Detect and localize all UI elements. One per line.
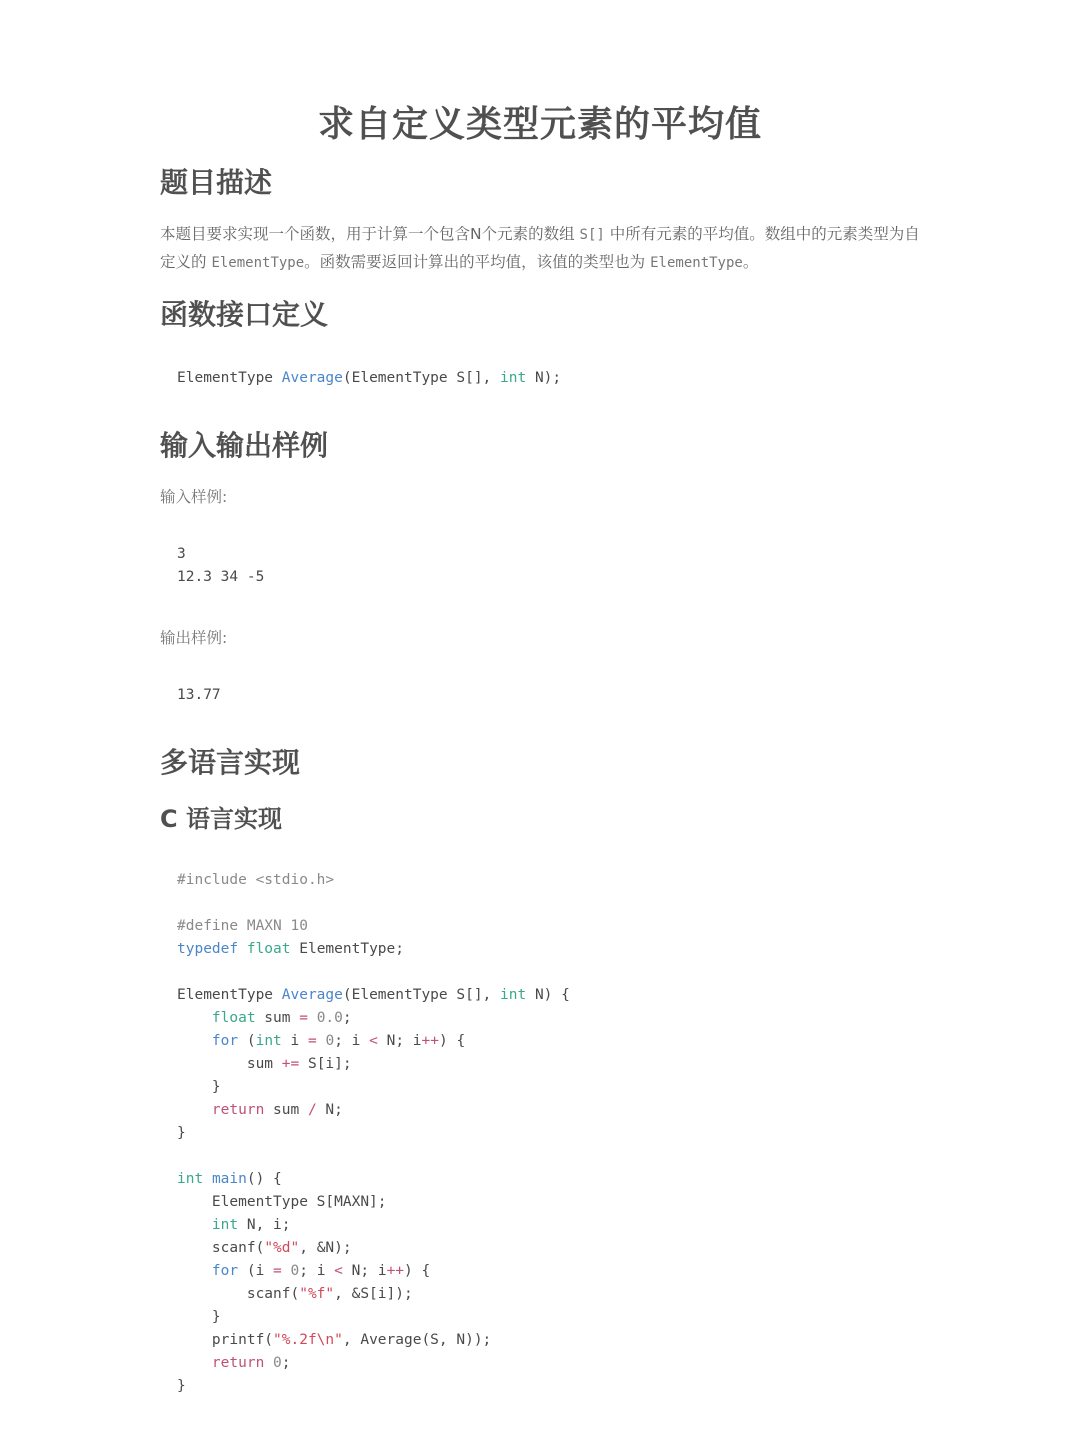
description-text-1: 本题目要求实现一个函数，用于计算一个包含N个元素的数组 xyxy=(160,225,575,243)
output-sample-block xyxy=(160,670,920,721)
section-heading-implementations: 多语言实现 xyxy=(160,746,301,779)
interface-code-block xyxy=(160,353,920,404)
input-line: 12.3 34 -5 xyxy=(177,569,265,585)
output-sample-label: 输出样例: xyxy=(160,629,228,647)
description-paragraph xyxy=(160,221,920,277)
code-token: (ElementType S[], xyxy=(342,370,501,386)
c-code-block: #include <stdio.h> #define MAXN 10 typedef float ElementType; ElementType Average(ElementType S[], int N) { float sum = 0.0; for (int i = 0; i < N; i++) { sum += S[i]; } return sum / N; } int main() { ElementType S[MAXN]; int N, i; scanf("%d", &N); for (i = 0; i < N; i++) { scanf("%f", &S[i]); } printf("%.2f\n", Average(S, N)); return 0; } xyxy=(177,872,570,1394)
code-token: ElementType xyxy=(177,370,282,386)
section-heading-samples: 输入输出样例 xyxy=(160,429,329,462)
inline-code-array: S[] xyxy=(579,227,605,243)
inline-code-elementtype-2: ElementType xyxy=(650,255,743,271)
inline-code-elementtype: ElementType xyxy=(211,255,305,271)
code-token-function: Average xyxy=(281,370,343,386)
subsection-heading-c: C 语言实现 xyxy=(160,805,282,833)
section-heading-interface: 函数接口定义 xyxy=(160,298,329,331)
document-page xyxy=(160,96,920,1434)
code-token: N); xyxy=(526,370,562,386)
description-text-3: 。函数需要返回计算出的平均值，该值的类型也为 xyxy=(304,253,646,271)
input-sample-block xyxy=(160,529,920,603)
section-heading-description: 题目描述 xyxy=(160,166,273,199)
page-title: 求自定义类型元素的平均值 xyxy=(317,104,762,145)
output-line: 13.77 xyxy=(177,687,221,703)
code-token-type: int xyxy=(500,370,527,386)
description-text-4: 。 xyxy=(742,253,759,271)
description-text-2: 中所有元素的平均值。数组中的元素类型为自定义的 xyxy=(160,225,920,271)
input-line: 3 xyxy=(177,546,186,562)
input-sample-label: 输入样例: xyxy=(160,488,228,506)
